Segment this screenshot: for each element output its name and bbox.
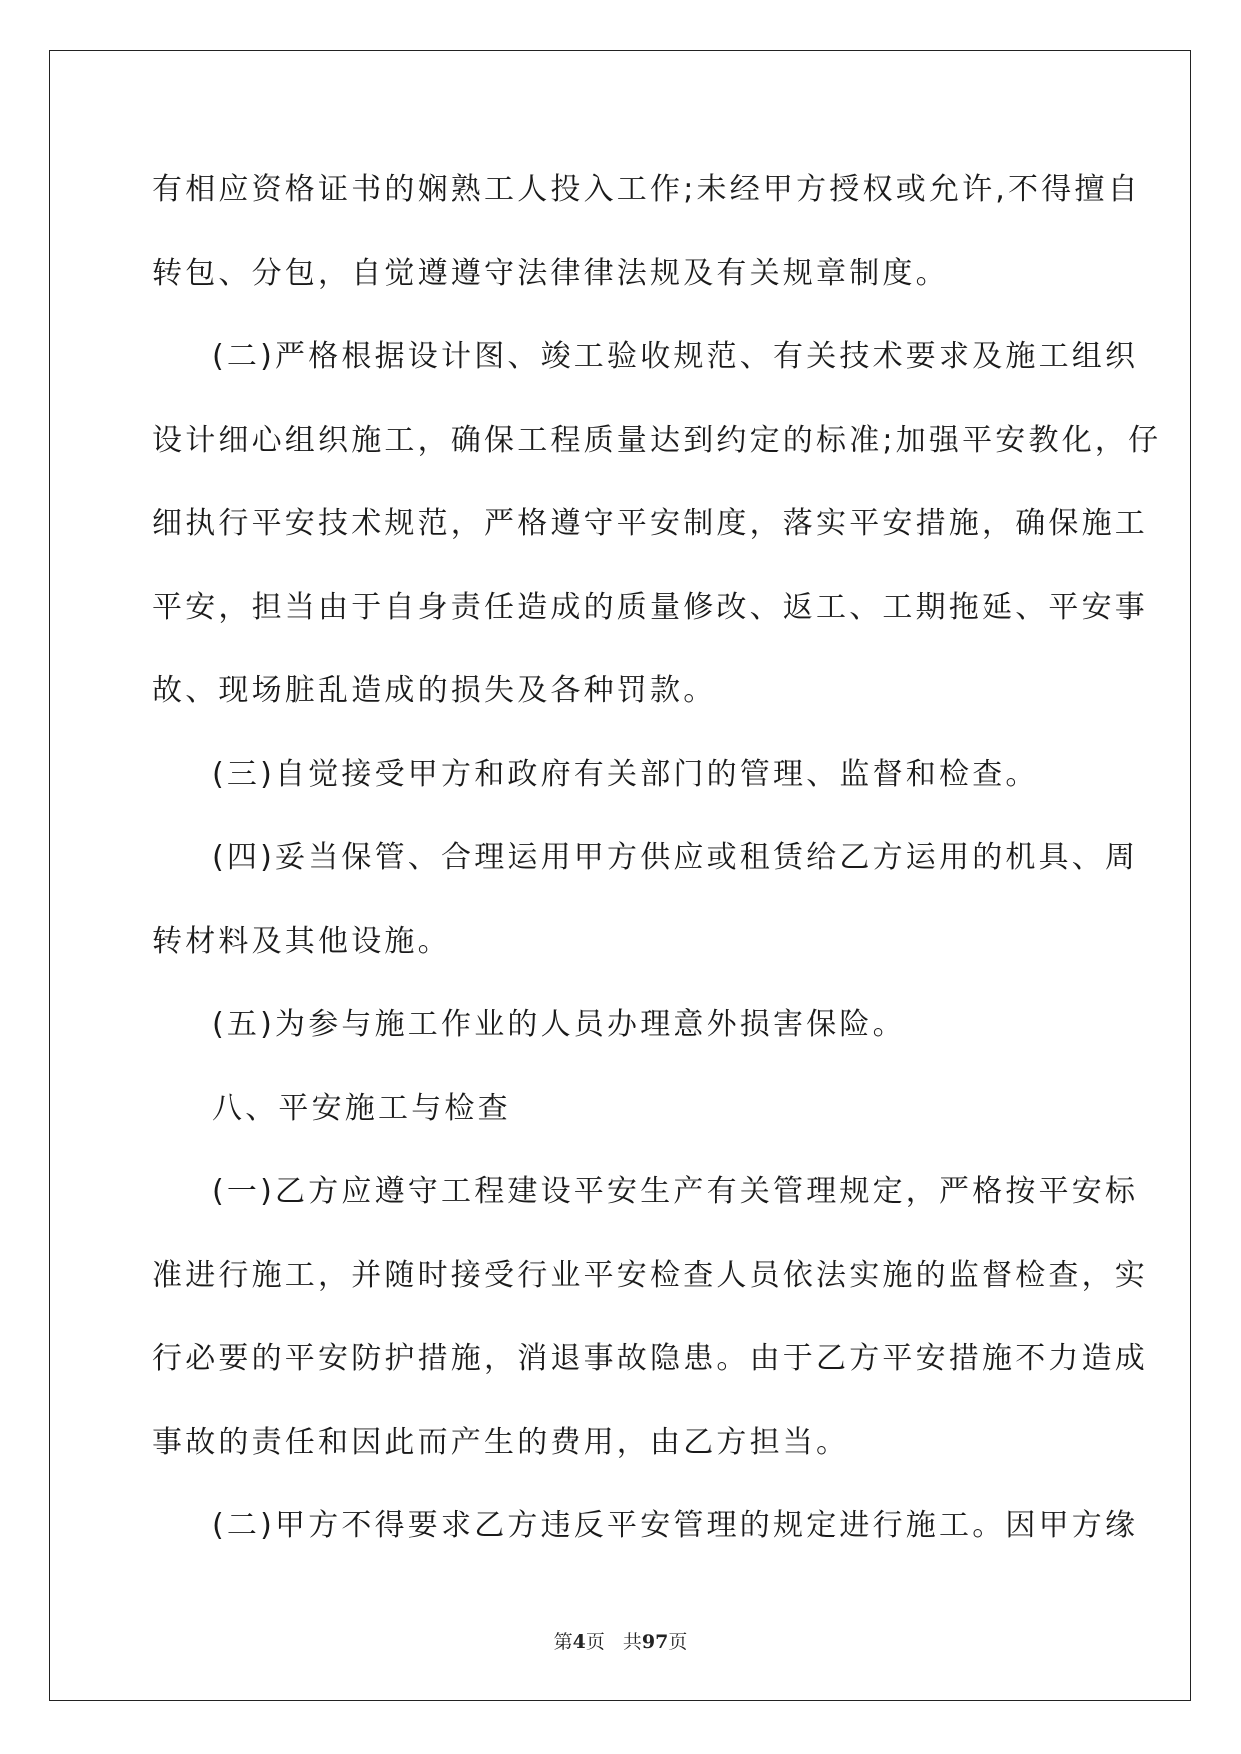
text-line-14: 准进行施工，并随时接受行业平安检查人员依法实施的监督检查，实 xyxy=(152,1257,1148,1293)
total-pages: 97 xyxy=(641,1631,669,1653)
text-line-9: (四)妥当保管、合理运用甲方供应或租赁给乙方运用的机具、周 xyxy=(212,840,1139,875)
text-line-10: 转材料及其他设施。 xyxy=(152,923,451,959)
page-prefix: 第 xyxy=(553,1631,573,1653)
total-suffix: 页 xyxy=(668,1631,688,1653)
text-line-5: 细执行平安技术规范，严格遵守平安制度，落实平安措施，确保施工 xyxy=(152,506,1148,541)
total-prefix: 共 xyxy=(622,1631,642,1653)
document-body xyxy=(152,163,1162,1583)
text-line-16: 事故的责任和因此而产生的费用，由乙方担当。 xyxy=(152,1424,850,1460)
text-line-4: 设计细心组织施工，确保工程质量达到约定的标准;加强平安教化，仔 xyxy=(152,422,1162,458)
text-line-8: (三)自觉接受甲方和政府有关部门的管理、监督和检查。 xyxy=(212,756,1039,792)
text-line-11: (五)为参与施工作业的人员办理意外损害保险。 xyxy=(212,1007,906,1042)
text-line-7: 故、现场脏乱造成的损失及各种罚款。 xyxy=(152,673,717,708)
text-line-1: 有相应资格证书的娴熟工人投入工作;未经甲方授权或允许,不得擅自 xyxy=(152,172,1141,207)
text-line-15: 行必要的平安防护措施，消退事故隐患。由于乙方平安措施不力造成 xyxy=(152,1341,1148,1376)
text-line-6: 平安，担当由于自身责任造成的质量修改、返工、工期拖延、平安事 xyxy=(152,589,1148,625)
text-line-2: 转包、分包，自觉遵遵守法律律法规及有关规章制度。 xyxy=(152,255,949,291)
page-suffix: 页 xyxy=(585,1631,605,1653)
page-footer xyxy=(0,1627,1241,1654)
page-number: 4 xyxy=(572,1631,586,1653)
text-line-13: (一)乙方应遵守工程建设平安生产有关管理规定，严格按平安标 xyxy=(212,1174,1139,1209)
section-heading: 八、平安施工与检查 xyxy=(212,1090,511,1126)
text-line-3: (二)严格根据设计图、竣工验收规范、有关技术要求及施工组织 xyxy=(212,339,1139,374)
text-line-17: (二)甲方不得要求乙方违反平安管理的规定进行施工。因甲方缘 xyxy=(212,1508,1139,1543)
